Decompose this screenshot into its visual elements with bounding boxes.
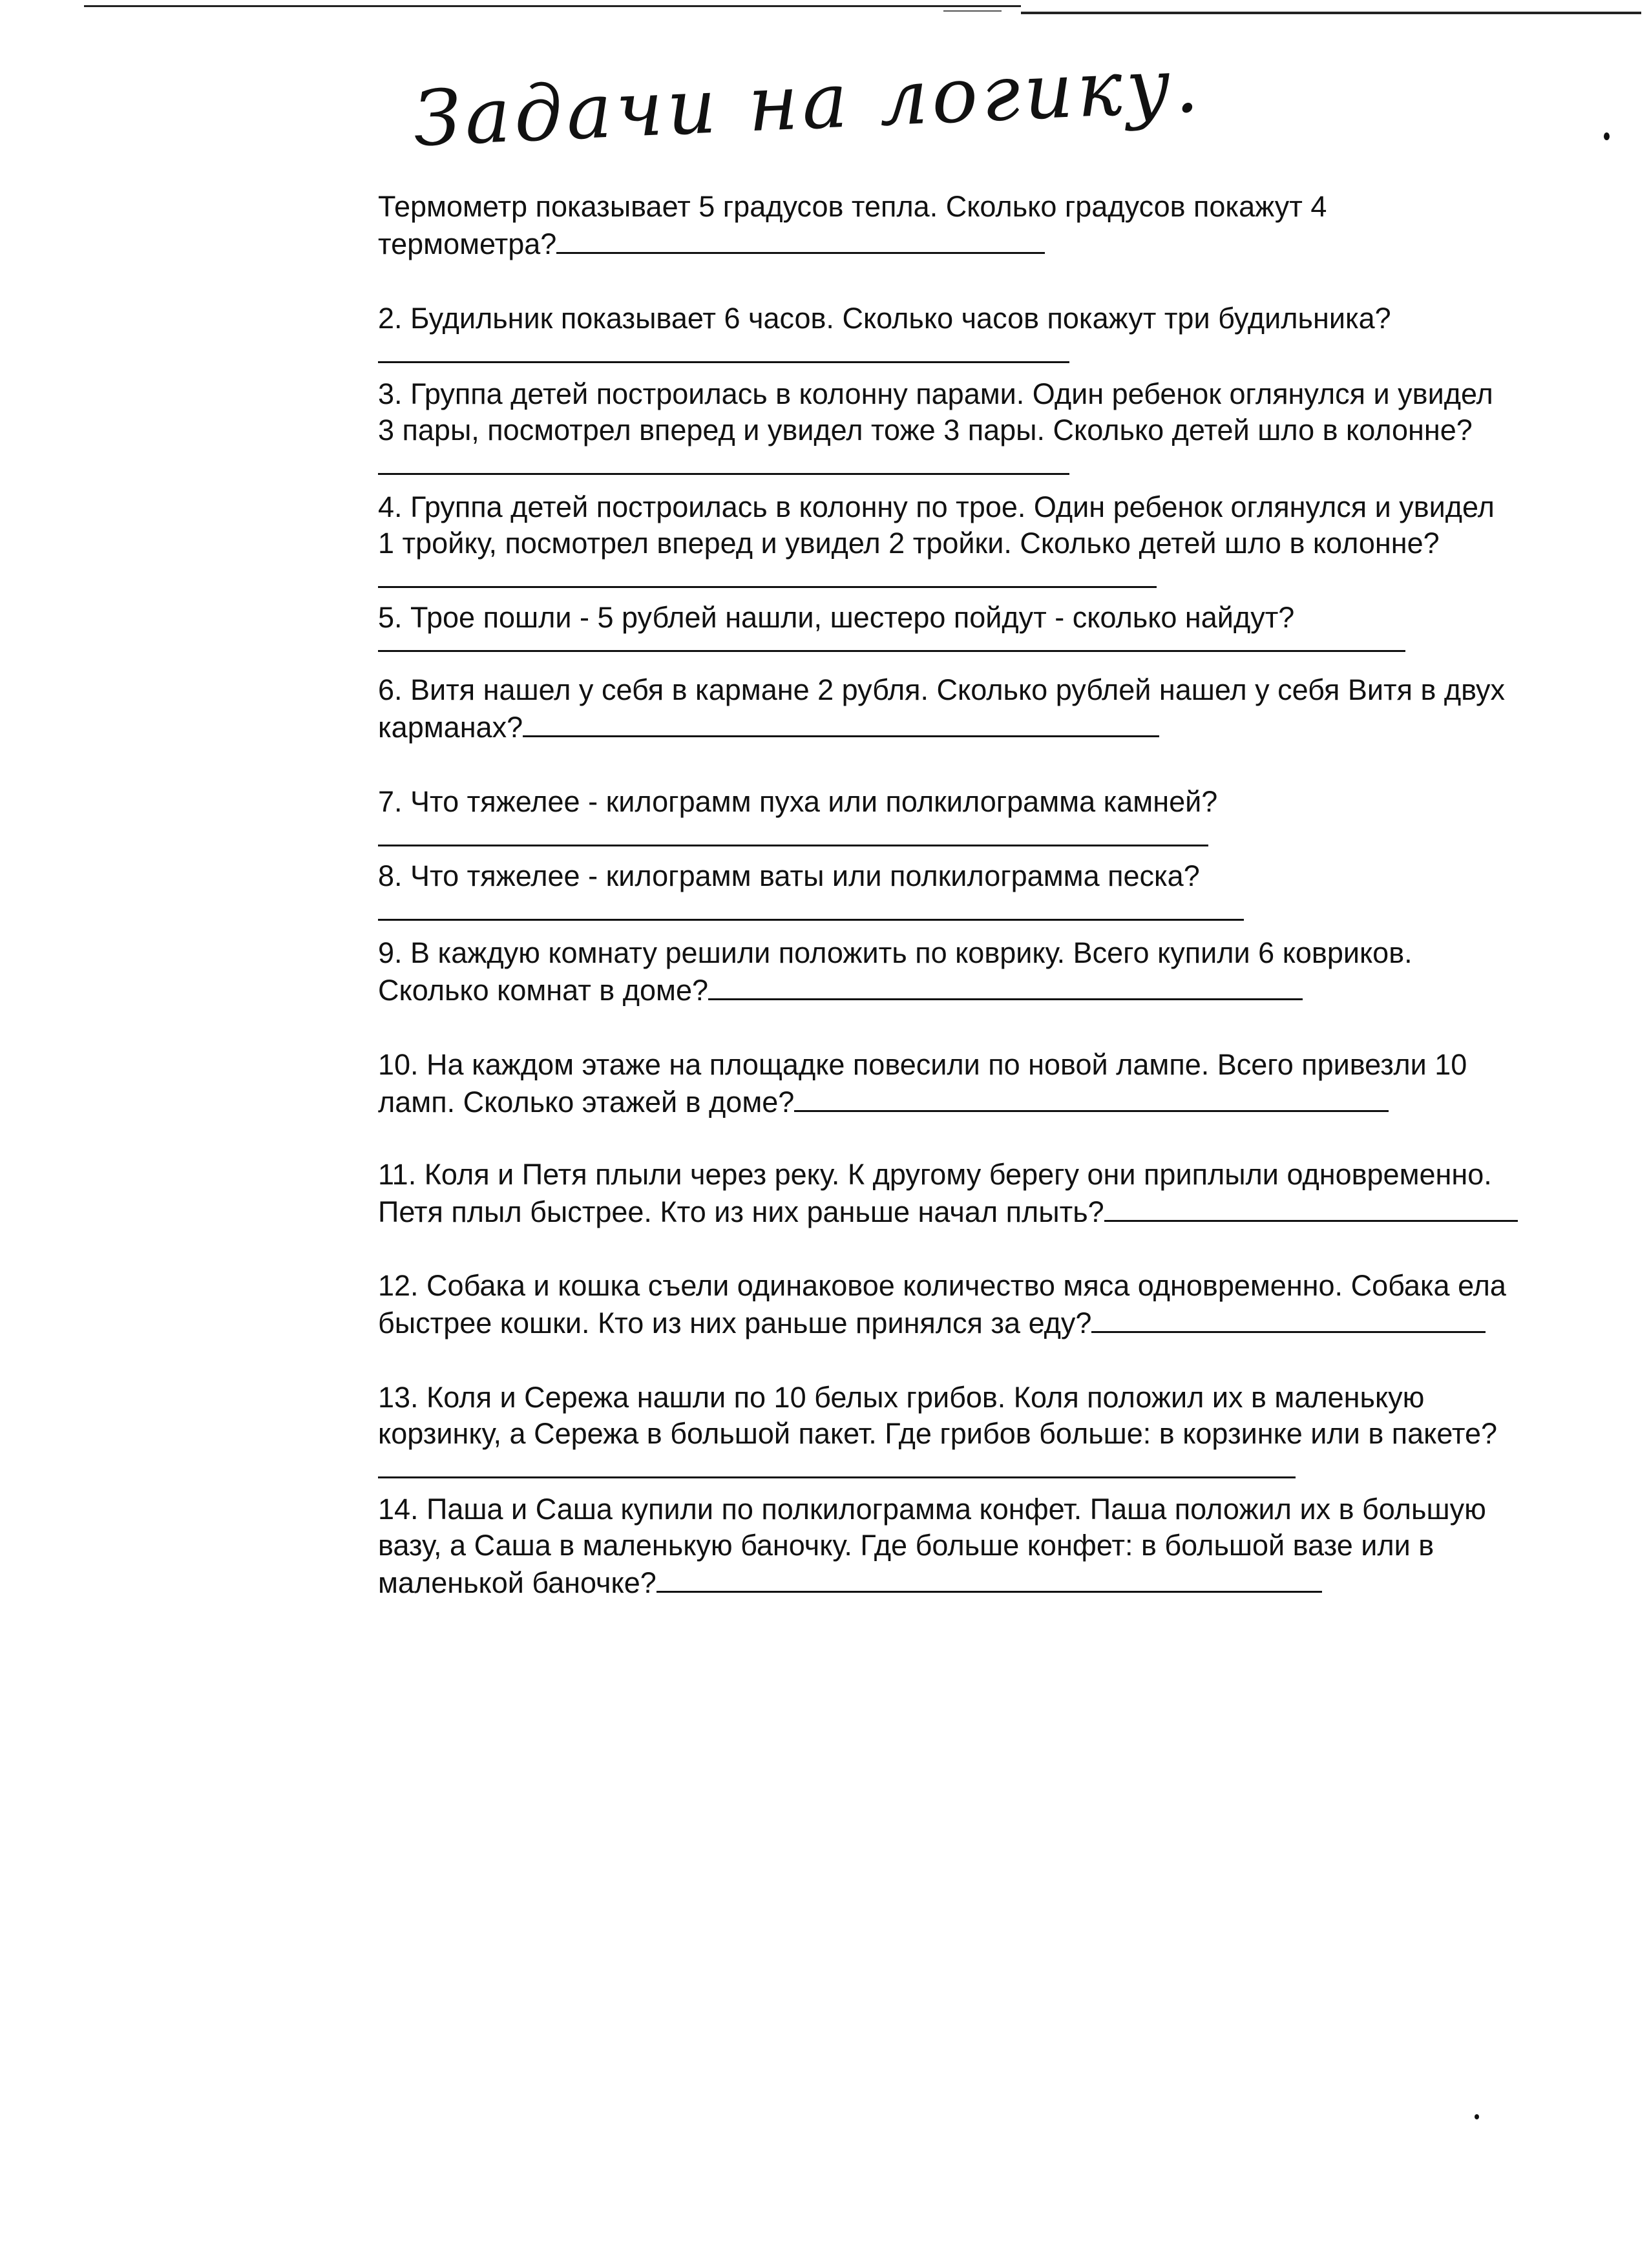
question-text: 6. Витя нашел у себя в кармане 2 рубля. Сколько рублей нашел у себя Витя в двух <box>378 673 1506 706</box>
answer-blank[interactable] <box>378 820 1208 846</box>
question-text: маленькой баночке? <box>378 1566 656 1599</box>
question-text: 7. Что тяжелее - килограмм пуха или полкилограмма камней? <box>378 785 1218 818</box>
question-text: 10. На каждом этаже на площадке повесили по новой лампе. Всего привезли 10 <box>378 1048 1467 1081</box>
question-text: вазу, а Саша в маленькую баночку. Где больше конфет: в большой вазе или в <box>378 1529 1434 1562</box>
question-text: Петя плыл быстрее. Кто из них раньше начал плыть? <box>378 1195 1104 1228</box>
answer-blank[interactable] <box>794 1083 1389 1112</box>
answer-blank[interactable] <box>708 971 1303 1000</box>
question-text: быстрее кошки. Кто из них раньше принялся за еду? <box>378 1307 1092 1339</box>
question-text: 3 пары, посмотрел вперед и увидел тоже 3 пары. Сколько детей шло в колонне? <box>378 414 1473 446</box>
question-10 <box>378 1047 1467 1120</box>
question-7 <box>378 784 1217 846</box>
question-12 <box>378 1268 1506 1341</box>
question-text: 11. Коля и Петя плыли через реку. К другому берегу они приплыли одновременно. <box>378 1158 1492 1191</box>
scan-border-line <box>1021 12 1641 14</box>
question-6 <box>378 672 1505 746</box>
answer-blank[interactable] <box>378 1452 1296 1478</box>
answer-blank[interactable] <box>378 337 1069 363</box>
answer-blank[interactable] <box>378 894 1244 921</box>
question-4 <box>378 489 1495 588</box>
question-text: Термометр показывает 5 градусов тепла. Сколько градусов покажут 4 <box>378 190 1327 223</box>
question-text: 12. Собака и кошка съели одинаковое количество мяса одновременно. Собака ела <box>378 1269 1506 1302</box>
question-text: 13. Коля и Сережа нашли по 10 белых грибов. Коля положил их в маленькую <box>378 1381 1425 1414</box>
handwritten-title: Задачи на логику. <box>411 39 1204 163</box>
answer-blank[interactable] <box>656 1564 1322 1593</box>
question-text: карманах? <box>378 711 523 744</box>
question-14 <box>378 1491 1486 1601</box>
scan-speck <box>1604 132 1610 140</box>
question-text: ламп. Сколько этажей в доме? <box>378 1086 795 1118</box>
question-text: 2. Будильник показывает 6 часов. Сколько часов покажут три будильника? <box>378 302 1391 335</box>
scan-border-line <box>84 5 1021 7</box>
question-3 <box>378 376 1493 475</box>
question-5 <box>378 600 1405 652</box>
question-text: термометра? <box>378 227 557 260</box>
answer-blank[interactable] <box>378 448 1069 475</box>
answer-blank[interactable] <box>378 636 1405 652</box>
scan-border-line <box>943 10 1002 12</box>
answer-blank[interactable] <box>556 225 1045 254</box>
scan-speck <box>1475 2114 1479 2119</box>
question-text: 8. Что тяжелее - килограмм ваты или полкилограмма песка? <box>378 859 1200 892</box>
question-text: 3. Группа детей построилась в колонну парами. Один ребенок оглянулся и увидел <box>378 377 1493 410</box>
answer-blank[interactable] <box>378 562 1157 588</box>
question-8 <box>378 858 1244 921</box>
question-text: 1 тройку, посмотрел вперед и увидел 2 тройки. Сколько детей шло в колонне? <box>378 527 1440 560</box>
question-1 <box>378 189 1327 262</box>
answer-blank[interactable] <box>1091 1304 1486 1333</box>
question-9 <box>378 935 1413 1009</box>
question-2 <box>378 300 1391 363</box>
question-text: 4. Группа детей построилась в колонну по трое. Один ребенок оглянулся и увидел <box>378 490 1495 523</box>
question-text: корзинку, а Сережа в большой пакет. Где грибов больше: в корзинке или в пакете? <box>378 1417 1498 1450</box>
question-13 <box>378 1380 1497 1478</box>
answer-blank[interactable] <box>1104 1193 1518 1222</box>
answer-blank[interactable] <box>523 708 1159 737</box>
question-11 <box>378 1157 1518 1230</box>
question-text: 14. Паша и Саша купили по полкилограмма конфет. Паша положил их в большую <box>378 1493 1486 1526</box>
question-text: 5. Трое пошли - 5 рублей нашли, шестеро пойдут - сколько найдут? <box>378 601 1295 634</box>
question-text: 9. В каждую комнату решили положить по коврику. Всего купили 6 ковриков. <box>378 936 1413 969</box>
question-text: Сколько комнат в доме? <box>378 974 708 1007</box>
